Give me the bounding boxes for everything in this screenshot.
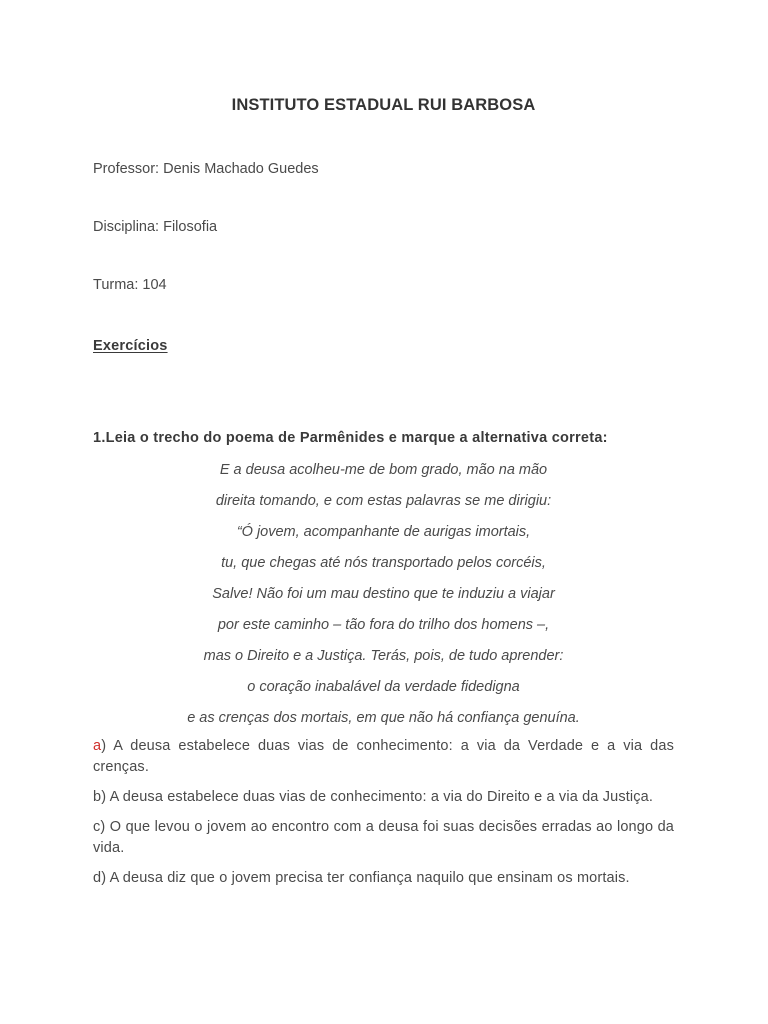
verse-line: direita tomando, e com estas palavras se me dirigiu:: [215, 493, 552, 509]
professor-field: Professor: Denis Machado Guedes: [93, 161, 319, 177]
option-text: ) O que levou o jovem ao encontro com a deusa foi suas decisões erradas ao longo da vida.: [93, 819, 674, 856]
verse-line: mas o Direito e a Justiça. Terás, pois, de tudo aprender:: [203, 648, 564, 664]
verse-line: Salve! Não foi um mau destino que te induziu a viajar: [212, 586, 555, 602]
option-letter: d: [93, 870, 102, 886]
verse-line: o coração inabalável da verdade fidedigna: [247, 679, 520, 695]
verse-line: E a deusa acolheu-me de bom grado, mão na mão: [219, 462, 548, 478]
page-title: INSTITUTO ESTADUAL RUI BARBOSA: [231, 96, 536, 114]
option-a: [93, 736, 674, 778]
option-b: [93, 787, 674, 808]
option-d: [93, 868, 674, 889]
option-text: ) A deusa estabelece duas vias de conhecimento: a via do Direito e a via da Justiça.: [101, 789, 654, 805]
verse-line: por este caminho – tão fora do trilho dos homens –,: [217, 617, 550, 633]
option-c: [93, 817, 674, 859]
poem-excerpt: [93, 460, 674, 739]
verse-line: e as crenças dos mortais, em que não há confiança genuína.: [187, 710, 580, 726]
answer-options: [93, 736, 674, 898]
exercises-heading: Exercícios: [93, 338, 168, 354]
option-text: ) A deusa estabelece duas vias de conhecimento: a via da Verdade e a via das crenças.: [93, 738, 674, 775]
option-letter: b: [93, 789, 102, 805]
turma-field: Turma: 104: [93, 277, 167, 293]
option-letter: c: [93, 819, 101, 835]
option-letter: a: [93, 738, 102, 754]
disciplina-field: Disciplina: Filosofia: [93, 219, 218, 235]
option-text: ) A deusa diz que o jovem precisa ter confiança naquilo que ensinam os mortais.: [101, 870, 630, 886]
question-prompt: 1.Leia o trecho do poema de Parmênides e marque a alternativa correta:: [93, 430, 608, 446]
verse-line: “Ó jovem, acompanhante de aurigas imortais,: [236, 524, 531, 540]
verse-line: tu, que chegas até nós transportado pelos corcéis,: [221, 555, 546, 571]
